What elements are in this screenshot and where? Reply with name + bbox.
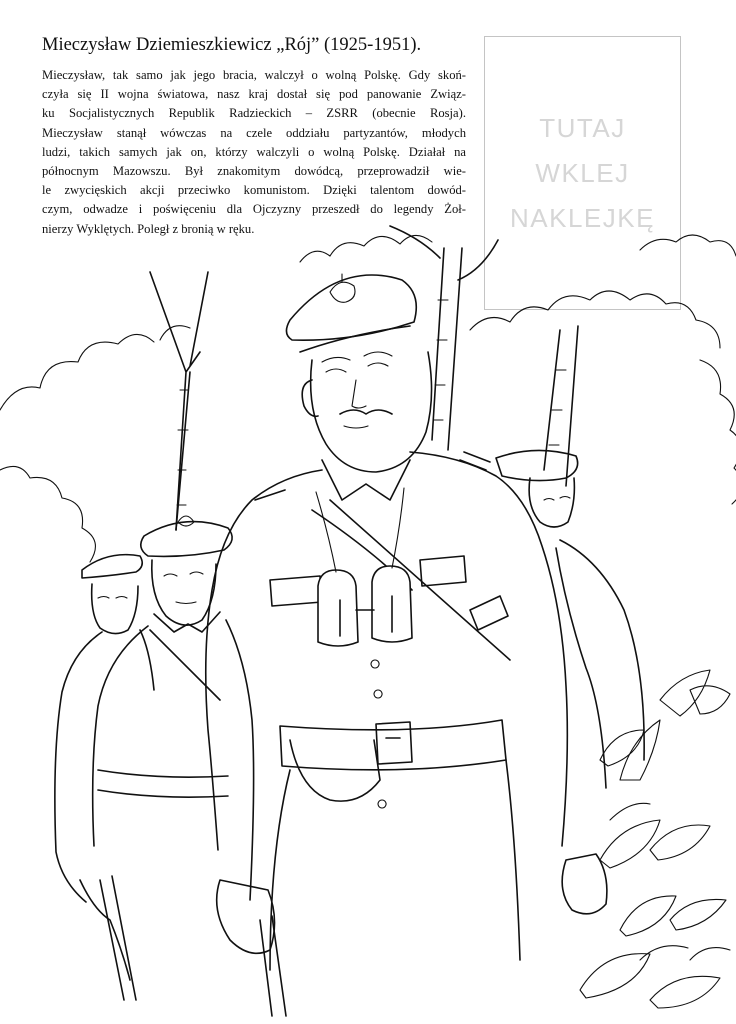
main-soldier-eyebrow bbox=[322, 352, 392, 362]
main-soldier-pocket bbox=[270, 556, 466, 606]
biography-line: Mieczysław stanął wówczas na czele oddziału partyzantów, młodych bbox=[42, 125, 466, 140]
biography-line: le zwycięskich akcji przeciwko komunistom. Dzięki talentom dowód- bbox=[42, 183, 466, 198]
soldier-middle-head bbox=[152, 560, 216, 625]
soldier-left-eye bbox=[98, 597, 127, 599]
pistol bbox=[260, 916, 286, 1016]
soldier-middle-eye bbox=[164, 572, 203, 576]
biography-line: ludzi, takich samych jak on, którzy walczyli o wolną Polskę. Działał na bbox=[42, 144, 466, 159]
biography-line: czyła się II wojna światowa, nasz kraj dostał się pod panowanie Związ- bbox=[42, 87, 466, 102]
foliage-outline bbox=[470, 291, 720, 348]
biography-line: czym, odwadze i poświęceniu dla Ojczyzny przeszedł do legendy Żoł- bbox=[42, 202, 466, 217]
foliage-outline bbox=[0, 326, 190, 410]
sticker-label-line: TUTAJ bbox=[539, 112, 626, 143]
biography-line: nierzy Wyklętych. Poległ z bronią w ręku. bbox=[42, 221, 255, 236]
biography-line: północnym Mazowszu. Był znakomitym dowódcą, przeprowadził wie- bbox=[42, 164, 466, 179]
main-soldier-mouth bbox=[344, 426, 368, 428]
foliage-outline bbox=[640, 235, 736, 256]
main-soldier-mustache bbox=[340, 410, 392, 414]
biography-line: ku Socjalistycznych Republik Radzieckich – ZSRR (obecnie Rosja). bbox=[42, 106, 466, 121]
soldier-right-cap bbox=[496, 450, 578, 480]
birch-trunk bbox=[544, 326, 578, 486]
sticker-label-line: WKLEJ bbox=[535, 157, 630, 188]
binoculars-strap bbox=[316, 488, 404, 572]
main-soldier-buckle bbox=[470, 596, 508, 630]
soldier-middle-collar bbox=[154, 612, 220, 632]
bush-leaves bbox=[620, 670, 730, 780]
birch-trunk bbox=[434, 300, 448, 420]
birch-trunk bbox=[390, 226, 498, 450]
soldier-middle-belt bbox=[98, 770, 228, 797]
main-soldier-coat bbox=[270, 760, 520, 970]
birch-trunk bbox=[176, 372, 190, 530]
main-soldier-hand bbox=[217, 880, 275, 953]
soldier-left-cap bbox=[82, 555, 142, 578]
main-soldier-nose bbox=[352, 380, 366, 408]
rifle bbox=[100, 876, 136, 1000]
main-soldier-eye bbox=[326, 363, 388, 372]
foliage-outline bbox=[0, 466, 95, 562]
bush-leaves bbox=[610, 803, 730, 960]
soldier-right-eye bbox=[544, 497, 570, 501]
main-soldier-hand bbox=[562, 854, 607, 914]
soldier-right-head bbox=[529, 478, 574, 527]
foliage-outline bbox=[700, 360, 736, 504]
soldier-middle-mouth bbox=[176, 602, 196, 604]
foliage-outline bbox=[300, 235, 432, 262]
biography-line: Mieczysław, tak samo jak jego bracia, walczył o wolną Polskę. Gdy skoń- bbox=[42, 68, 466, 82]
binoculars bbox=[318, 570, 358, 646]
soldier-middle-cap bbox=[141, 522, 232, 557]
main-soldier-shoulder bbox=[410, 452, 567, 846]
soldier-middle-strap bbox=[150, 630, 220, 700]
page-title: Mieczysław Dziemieszkiewicz „Rój” (1925-1951). bbox=[42, 35, 422, 55]
soldier-left-head bbox=[92, 584, 138, 634]
sticker-label-line: NAKLEJKĘ bbox=[510, 202, 655, 233]
soldier-middle-body bbox=[93, 620, 254, 900]
soldier-left-body bbox=[55, 630, 154, 902]
bush-leaves bbox=[580, 730, 720, 1008]
bush-leaves bbox=[600, 820, 726, 936]
